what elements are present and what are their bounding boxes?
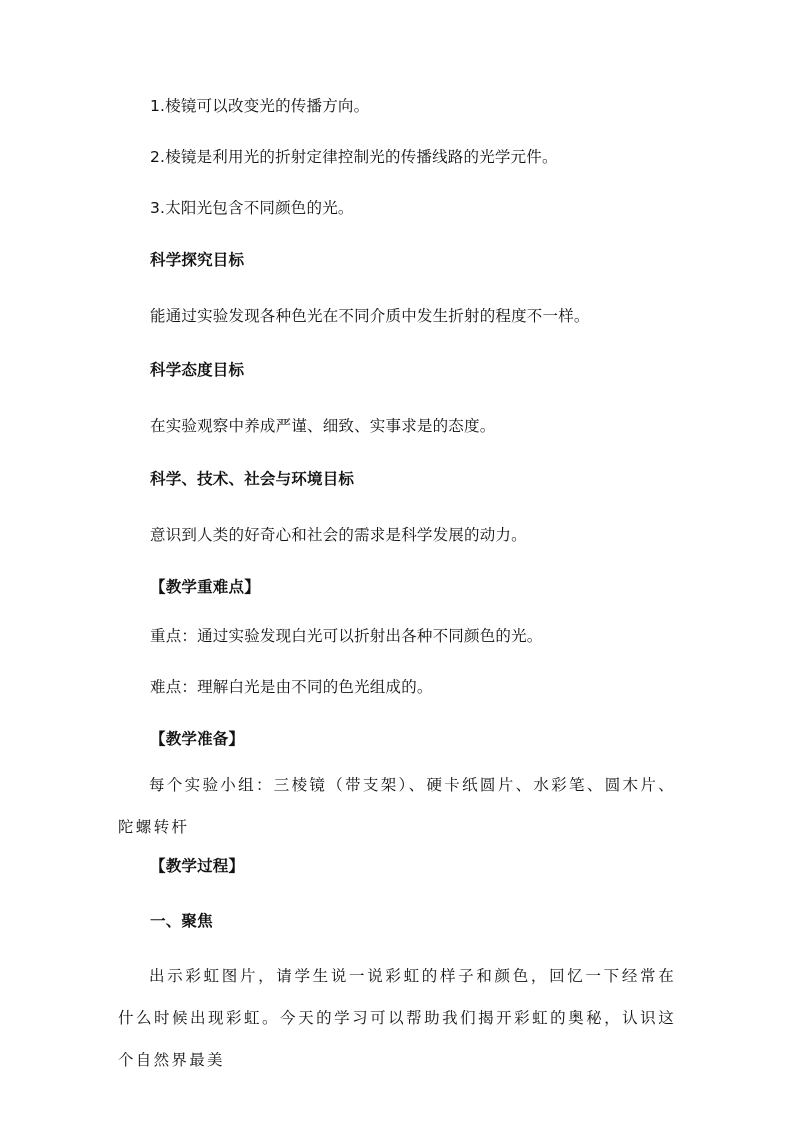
attitude-objective-text: 在实验观察中养成严谨、细致、实事求是的态度。	[150, 417, 496, 435]
focus-section-heading: 一、聚焦	[150, 912, 213, 930]
inquiry-objective-heading: 科学探究目标	[150, 251, 245, 269]
difficult-point: 难点：理解白光是由不同的色光组成的。	[150, 678, 433, 696]
preparation-heading: 【教学准备】	[150, 730, 245, 748]
preparation-text: 每个实验小组：三棱镜（带支架）、硬卡纸圆片、水彩笔、圆木片、陀螺转杆	[118, 776, 676, 836]
key-difficult-points-heading: 【教学重难点】	[150, 578, 260, 596]
teaching-process-heading: 【教学过程】	[150, 857, 245, 875]
key-point: 重点：通过实验发现白光可以折射出各种不同颜色的光。	[150, 627, 543, 645]
attitude-objective-heading: 科学态度目标	[150, 361, 245, 379]
knowledge-objective-1: 1.棱镜可以改变光的传播方向。	[150, 97, 370, 115]
sts-objective-heading: 科学、技术、社会与环境目标	[150, 470, 355, 488]
knowledge-objective-2: 2.棱镜是利用光的折射定律控制光的传播线路的光学元件。	[150, 148, 558, 166]
focus-section-text: 出示彩虹图片，请学生说一说彩虹的样子和颜色，回忆一下经常在什么时候出现彩虹。今天的学习可以帮助我们揭开彩虹的奥秘，认识这个自然界最美	[118, 967, 676, 1069]
inquiry-objective-text: 能通过实验发现各种色光在不同介质中发生折射的程度不一样。	[150, 307, 590, 325]
sts-objective-text: 意识到人类的好奇心和社会的需求是科学发展的动力。	[150, 526, 527, 544]
knowledge-objective-3: 3.太阳光包含不同颜色的光。	[150, 199, 354, 217]
